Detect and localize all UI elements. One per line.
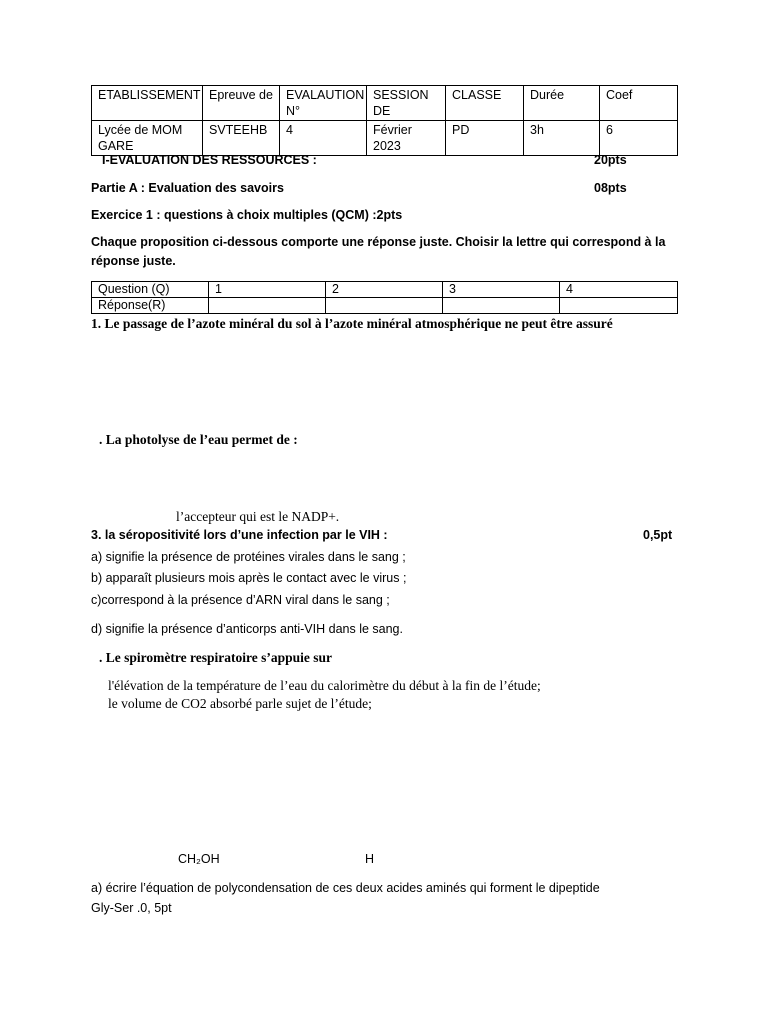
header-row — [92, 86, 678, 121]
question-3-option-d: d) signifie la présence d’anticorps anti-VIH dans le sang. — [91, 622, 403, 636]
qcm-label: Réponse(R) — [92, 298, 209, 314]
value-cell: 3h — [524, 121, 600, 156]
section-points: 20pts — [594, 153, 627, 167]
qcm-table — [91, 281, 678, 314]
question-1: 1. Le passage de l’azote minéral du sol à l’azote minéral atmosphérique ne peut être assuré — [91, 316, 613, 331]
question-a-line2: Gly-Ser .0, 5pt — [91, 901, 172, 915]
question-4-title: . Le spiromètre respiratoire s’appuie sur — [99, 650, 332, 665]
qcm-question-number: 4 — [560, 282, 678, 298]
header-table — [91, 85, 678, 156]
instructions-line2: réponse juste. — [91, 254, 176, 268]
header-cell: ETABLISSEMENT — [92, 86, 203, 121]
values-row — [92, 121, 678, 156]
header-cell: Epreuve de — [203, 86, 280, 121]
qcm-label: Question (Q) — [92, 282, 209, 298]
value-cell: 4 — [280, 121, 367, 156]
header-cell: EVALAUTION N° — [280, 86, 367, 121]
qcm-question-number: 2 — [326, 282, 443, 298]
qcm-answer-row — [92, 298, 678, 314]
question-3-points: 0,5pt — [643, 528, 673, 542]
value-cell: Lycée de MOM GARE — [92, 121, 203, 156]
question-2: . La photolyse de l’eau permet de : — [99, 432, 298, 447]
qcm-question-number: 3 — [443, 282, 560, 298]
exercise-title: Exercice 1 : questions à choix multiples (QCM) :2pts — [91, 208, 403, 222]
formula-h: H — [365, 852, 375, 866]
qcm-answer-cell[interactable] — [560, 298, 678, 314]
question-3-title: 3. la séropositivité lors d’une infection par le VIH : — [91, 528, 388, 542]
header-cell: CLASSE — [446, 86, 524, 121]
value-cell: PD — [446, 121, 524, 156]
qcm-question-row — [92, 282, 678, 298]
header-cell: Durée — [524, 86, 600, 121]
question-3-option-a: a) signifie la présence de protéines virales dans le sang ; — [91, 550, 406, 564]
qcm-question-number: 1 — [209, 282, 326, 298]
question-a-line1: a) écrire l’équation de polycondensation de ces deux acides aminés qui forment le dipeptide — [91, 881, 600, 895]
question-4-line1: l'élévation de la température de l’eau du calorimètre du début à la fin de l’étude; — [108, 678, 541, 693]
qcm-answer-cell[interactable] — [209, 298, 326, 314]
question-3-option-c: c)correspond à la présence d’ARN viral dans le sang ; — [91, 593, 390, 607]
section-title: I-EVALUATION DES RESSOURCES : — [102, 153, 317, 167]
value-cell: Février 2023 — [367, 121, 446, 156]
qcm-answer-cell[interactable] — [326, 298, 443, 314]
question-3-option-b: b) apparaît plusieurs mois après le contact avec le virus ; — [91, 571, 407, 585]
qcm-answer-cell[interactable] — [443, 298, 560, 314]
formula-ch2oh: CH₂OH — [178, 852, 220, 866]
header-cell: SESSION DE — [367, 86, 446, 121]
instructions-line1: Chaque proposition ci-dessous comporte une réponse juste. Choisir la lettre qui correspond à la — [91, 235, 666, 249]
question-4-line2: le volume de CO2 absorbé parle sujet de l’étude; — [108, 696, 372, 711]
question-2-fragment: l’accepteur qui est le NADP+. — [176, 509, 340, 524]
part-a-points: 08pts — [594, 181, 627, 195]
value-cell: 6 — [600, 121, 678, 156]
part-a-title: Partie A : Evaluation des savoirs — [91, 181, 284, 195]
header-cell: Coef — [600, 86, 678, 121]
value-cell: SVTEEHB — [203, 121, 280, 156]
